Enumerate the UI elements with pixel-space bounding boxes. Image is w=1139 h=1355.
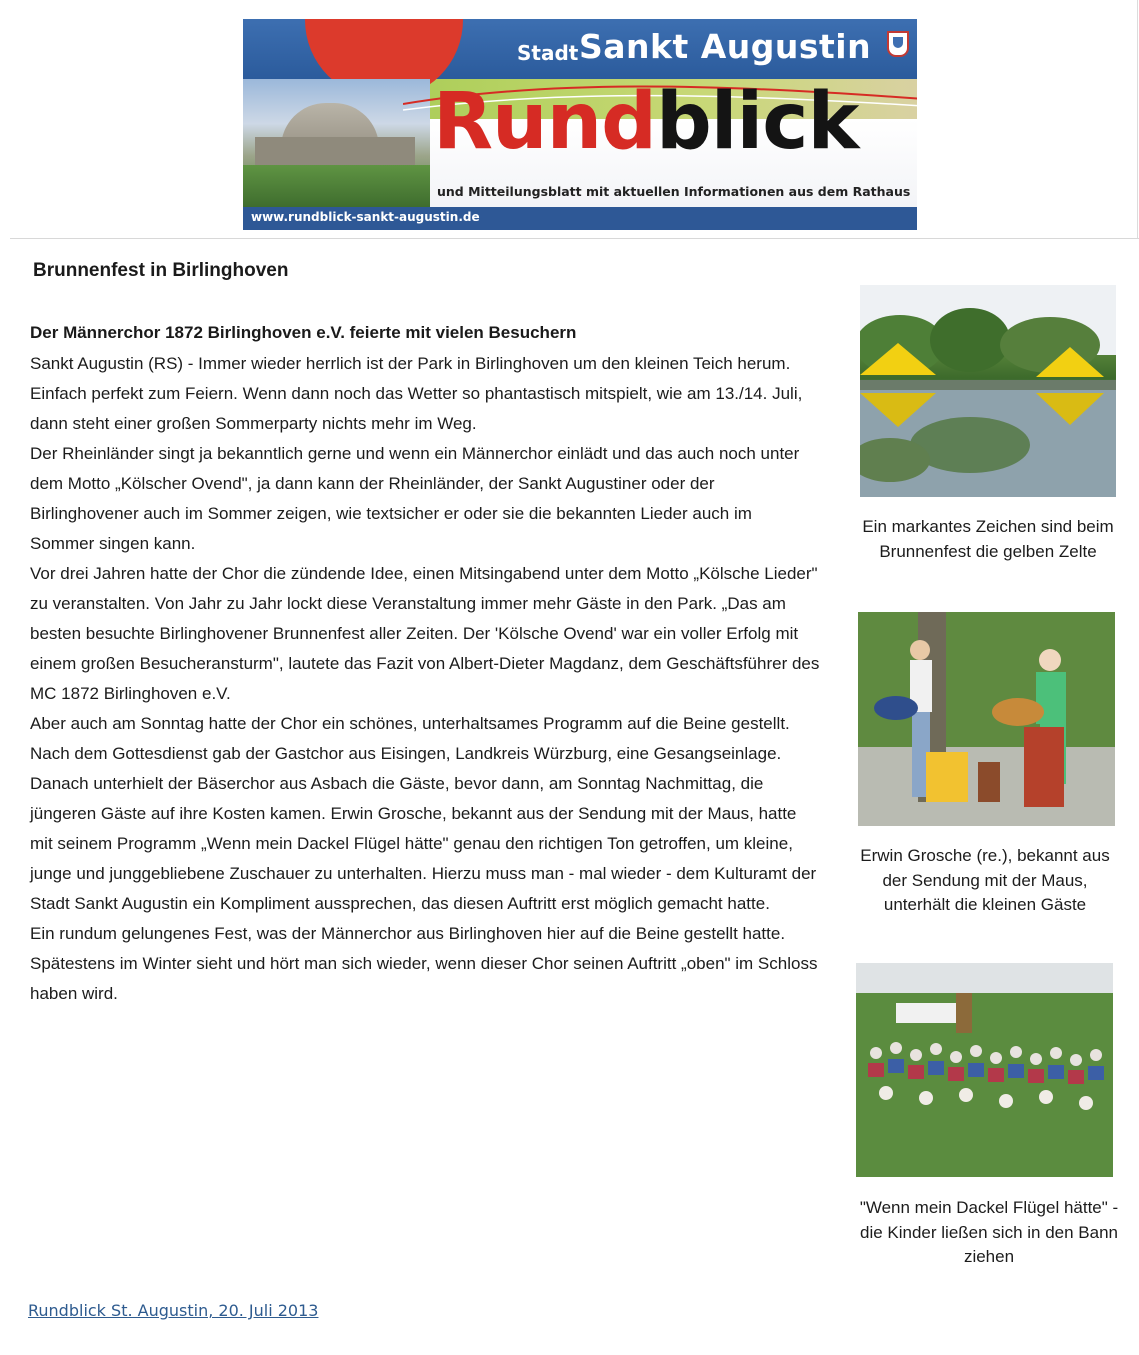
photo-musicians [858, 612, 1115, 826]
source-link[interactable]: Rundblick St. Augustin, 20. Juli 2013 [28, 1301, 319, 1320]
photo-caption: Erwin Grosche (re.), bekannt aus der Sendung mit der Maus, unterhält die kleinen Gäste [860, 846, 1110, 914]
masthead-url: www.rundblick-sankt-augustin.de [251, 210, 480, 224]
masthead-banner [243, 19, 917, 230]
masthead-city-name: Sankt Augustin [579, 27, 872, 66]
photo-yellow-tents [860, 285, 1116, 497]
castle-lawn [243, 165, 430, 207]
castle-photo [243, 79, 430, 207]
article-paragraph: Sankt Augustin (RS) - Immer wieder herrlich ist der Park in Birlinghoven um den kleinen Teich herum. Einfach perfekt zum Feiern. Wenn dann noch das Wetter so phantastisch mitspielt, wie am 13./14. Juli, dann steht einer großen Sommerparty nichts mehr im Weg. [30, 354, 803, 433]
photo-musicians-art [858, 612, 1115, 826]
photo-yellow-tents-art [860, 285, 1116, 497]
page-edge-rule [1137, 0, 1138, 238]
article-paragraph: Vor drei Jahren hatte der Chor die zündende Idee, einen Mitsingabend unter dem Motto „Kölsche Lieder" zu veranstalten. Von Jahr zu Jahr lockt diese Veranstaltung immer mehr Gäste in den Park. „Das am besten besuchte Birlinghovener Brunnenfest aller Zeiten. Der 'Kölsche Ovend' war ein voller Erfolg mit einem großen Besucheransturm", lautete das Fazit von Albert-Dieter Magdanz, dem Geschäftsführer des MC 1872 Birlinghoven e.V. [30, 564, 820, 703]
photo-children-audience [856, 963, 1113, 1177]
article-headline: Brunnenfest in Birlinghoven [33, 260, 289, 281]
coat-of-arms-icon [887, 31, 909, 57]
masthead-title [433, 77, 859, 167]
masthead-title-blick: blick [655, 77, 859, 167]
article-body [30, 349, 820, 1009]
article-subhead: Der Männerchor 1872 Birlinghoven e.V. feierte mit vielen Besuchern [30, 323, 577, 342]
masthead-tagline: und Mitteilungsblatt mit aktuellen Informationen aus dem Rathaus [437, 184, 911, 199]
photo-caption: Ein markantes Zeichen sind beim Brunnenfest die gelben Zelte [862, 517, 1114, 561]
article-paragraph: Ein rundum gelungenes Fest, was der Männerchor aus Birlinghoven hier auf die Beine gestellt hatte. Spätestens im Winter sieht und hört man sich wieder, wenn dieser Chor seinen Auftritt „oben" im Schloss haben wird. [30, 924, 818, 1003]
photo-caption: "Wenn mein Dackel Flügel hätte" - die Kinder ließen sich in den Bann ziehen [859, 1198, 1119, 1266]
masthead-title-rund: Rund [433, 77, 656, 167]
masthead-stadt: Stadt [517, 41, 579, 65]
header-divider [10, 238, 1139, 239]
article-paragraph: Aber auch am Sonntag hatte der Chor ein schönes, unterhaltsames Programm auf die Beine gestellt. Nach dem Gottesdienst gab der Gastchor aus Eisingen, Landkreis Würzburg, eine Gesangseinlage. Danach unterhielt der Bäserchor aus Asbach die Gäste, bevor dann, am Sonntag Nachmittag, die jüngeren Gäste auf ihre Kosten kamen. Erwin Grosche, bekannt aus der Sendung mit der Maus, hatte mit seinem Programm „Wenn mein Dackel Flügel hätte" genau den richtigen Ton getroffen, um kleine, junge und junggebliebene Zuschauer zu unterhalten. Hierzu muss man - mal wieder - dem Kulturamt der Stadt Sankt Augustin ein Kompliment aussprechen, das diesen Auftritt erst möglich gemacht hatte. [30, 714, 817, 913]
article-paragraph: Der Rheinländer singt ja bekanntlich gerne und wenn ein Männerchor einlädt und das auch noch unter dem Motto „Kölscher Ovend", ja dann kann der Rheinländer, der Sankt Augustiner oder der Birlinghovener auch im Sommer zeigen, wie textsicher er oder sie die bekannten Lieder auch im Sommer singen kann. [30, 444, 800, 553]
photo-children-audience-art [856, 963, 1113, 1177]
